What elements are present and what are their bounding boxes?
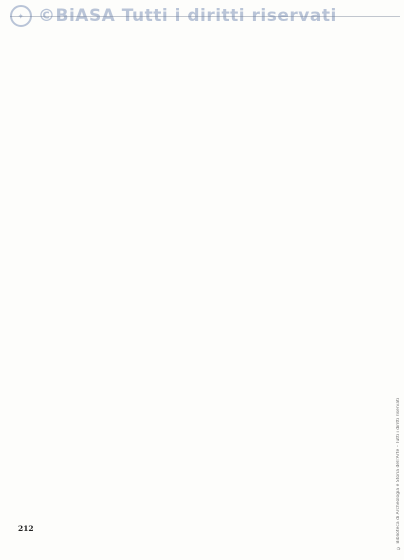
watermark-text: ©BiASA Tutti i diritti riservati — [38, 6, 337, 26]
left-column — [14, 30, 194, 518]
footnote-columns — [14, 30, 386, 518]
page-number: 212 — [18, 524, 34, 533]
right-column — [206, 30, 386, 518]
copyright-side-note: © Biblioteca di Archeologia e Storia dell'Arte – Tutti i diritti riservati — [396, 397, 401, 550]
watermark-strike-line — [10, 16, 400, 17]
seal-icon: ✦ — [10, 5, 32, 27]
watermark — [10, 3, 400, 29]
